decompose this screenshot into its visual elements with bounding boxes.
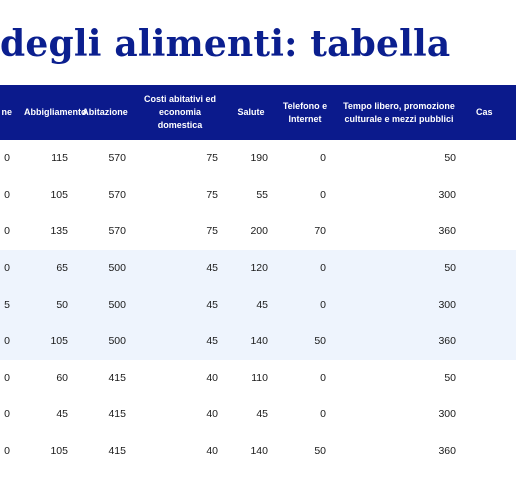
table-cell: 500 [108, 298, 126, 311]
table-cell: 50 [314, 335, 326, 348]
table-row [0, 360, 516, 397]
table-cell: 300 [438, 408, 456, 421]
table-row [0, 433, 516, 470]
table-cell: 570 [108, 188, 126, 201]
column-header: Costi abitativi ed economia domestica [143, 94, 216, 130]
table-cell: 50 [56, 298, 68, 311]
table-cell: 0 [4, 371, 10, 384]
table-cell: 70 [314, 225, 326, 238]
table-header-row [0, 85, 516, 140]
table-cell: 105 [50, 445, 68, 458]
table-cell: 50 [314, 445, 326, 458]
table-cell: 190 [250, 152, 268, 165]
table-cell: 115 [51, 152, 68, 165]
table-cell [466, 177, 516, 214]
table-cell: 0 [4, 408, 10, 421]
table-cell: 500 [108, 262, 126, 275]
table-cell [466, 286, 516, 323]
data-table-container[interactable] [0, 85, 493, 480]
table-row [0, 396, 516, 433]
table-cell: 55 [256, 188, 268, 201]
table-cell: 45 [206, 335, 218, 348]
table-cell: 50 [444, 262, 456, 275]
table-cell: 75 [206, 152, 218, 165]
data-table [0, 85, 516, 469]
table-cell: 45 [206, 262, 218, 275]
table-cell: 45 [56, 408, 68, 421]
table-row [0, 213, 516, 250]
table-cell: 50 [444, 371, 456, 384]
table-cell: 0 [4, 188, 10, 201]
page-title: degli alimenti: tabella [0, 23, 451, 65]
table-row [0, 177, 516, 214]
column-header: Cas [476, 107, 493, 117]
column-header: Abbigliamento [24, 107, 87, 117]
table-cell: 0 [4, 262, 10, 275]
table-cell: 570 [108, 225, 126, 238]
table-cell [466, 213, 516, 250]
table-cell: 0 [320, 298, 326, 311]
table-cell: 0 [320, 152, 326, 165]
table-header [0, 85, 516, 140]
table-cell: 0 [320, 408, 326, 421]
table-cell: 65 [56, 262, 68, 275]
table-cell: 45 [256, 408, 268, 421]
table-cell: 40 [206, 408, 218, 421]
table-cell: 415 [108, 445, 126, 458]
table-cell [466, 323, 516, 360]
table-cell: 120 [250, 262, 268, 275]
table-cell [466, 360, 516, 397]
table-cell: 300 [438, 298, 456, 311]
table-cell: 75 [206, 225, 218, 238]
table-cell: 40 [206, 371, 218, 384]
table-cell: 415 [108, 371, 126, 384]
table-cell: 360 [438, 445, 456, 458]
table-cell: 140 [250, 445, 268, 458]
table-cell: 110 [251, 371, 268, 384]
table-cell [466, 250, 516, 287]
table-cell [466, 396, 516, 433]
table-cell [466, 140, 516, 177]
table-cell: 570 [108, 152, 126, 165]
table-cell: 45 [256, 298, 268, 311]
table-cell: 0 [320, 262, 326, 275]
table-row [0, 250, 516, 287]
table-cell [466, 433, 516, 470]
column-header: ne [1, 107, 12, 117]
table-cell: 0 [4, 335, 10, 348]
table-row [0, 323, 516, 360]
table-body [0, 140, 516, 469]
table-cell: 300 [438, 188, 456, 201]
table-cell: 360 [438, 225, 456, 238]
table-cell: 200 [250, 225, 268, 238]
table-cell: 0 [320, 188, 326, 201]
table-cell: 75 [206, 188, 218, 201]
column-header: Abitazione [82, 107, 128, 117]
table-cell: 105 [50, 335, 68, 348]
table-cell: 500 [108, 335, 126, 348]
table-cell: 0 [320, 371, 326, 384]
table-cell: 135 [50, 225, 68, 238]
column-header: Tempo libero, promozione culturale e mezzi pubblici [343, 100, 455, 124]
table-cell: 0 [4, 225, 10, 238]
column-header: Salute [237, 107, 265, 117]
table-cell: 105 [50, 188, 68, 201]
table-cell: 0 [4, 152, 10, 165]
table-cell: 60 [56, 371, 68, 384]
table-cell: 50 [444, 152, 456, 165]
table-cell: 40 [206, 445, 218, 458]
table-cell: 140 [250, 335, 268, 348]
table-cell: 5 [4, 298, 10, 311]
table-cell: 415 [108, 408, 126, 421]
table-row [0, 140, 516, 177]
column-header: Telefono e Internet [282, 100, 328, 124]
table-cell: 0 [4, 445, 10, 458]
table-row [0, 286, 516, 323]
table-cell: 45 [206, 298, 218, 311]
table-cell: 360 [438, 335, 456, 348]
